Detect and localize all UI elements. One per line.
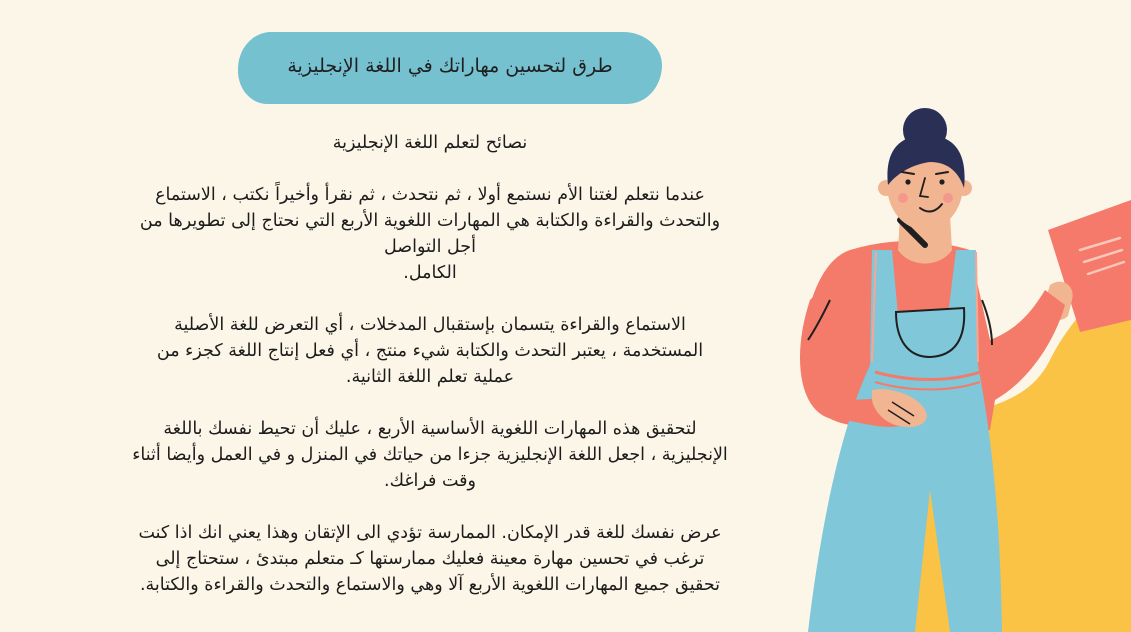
paragraph-3: لتحقيق هذه المهارات اللغوية الأساسية الأربع ، عليك أن تحيط نفسك باللغة الإنجليزية ، اجعل اللغة الإنجليزية جزءا من حياتك في المنزل و في العمل وأيضا أثناء وقت فراغك.	[132, 419, 728, 491]
paragraph-1: عندما نتعلم لغتنا الأم نستمع أولا ، ثم نتحدث ، ثم نقرأ وأخيراً نكتب ، الاستماع والتحدث والقراءة والكتابة هي المهارات اللغوية الأربع التي نحتاج إلى تطويرها من أجل التواصل الكامل.	[139, 185, 721, 283]
paragraph-4: عرض نفسك للغة قدر الإمكان. الممارسة تؤدي الى الإتقان وهذا يعني انك اذا كنت ترغب في تحسين مهارة معينة فعليك ممارستها كـ متعلم مبتدئ ، ستحتاج إلى تحقيق جميع المهارات اللغوية الأربع آلا وهي والاستماع والتحدث والقراءة والكتابة.	[138, 523, 722, 595]
woman-with-book-illustration	[780, 100, 1131, 632]
paragraph-2: الاستماع والقراءة يتسمان بإستقبال المدخلات ، أي التعرض للغة الأصلية المستخدمة ، يعتبر التحدث والكتابة شيء منتج ، أي فعل إنتاج اللغة كجزء من عملية تعلم اللغة الثانية.	[156, 315, 704, 387]
slide-subtitle: نصائح لتعلم اللغة الإنجليزية	[332, 133, 528, 153]
slide-body	[70, 130, 790, 624]
slide-title: طرق لتحسين مهاراتك في اللغة الإنجليزية	[287, 55, 613, 77]
hair-bun	[903, 108, 947, 152]
